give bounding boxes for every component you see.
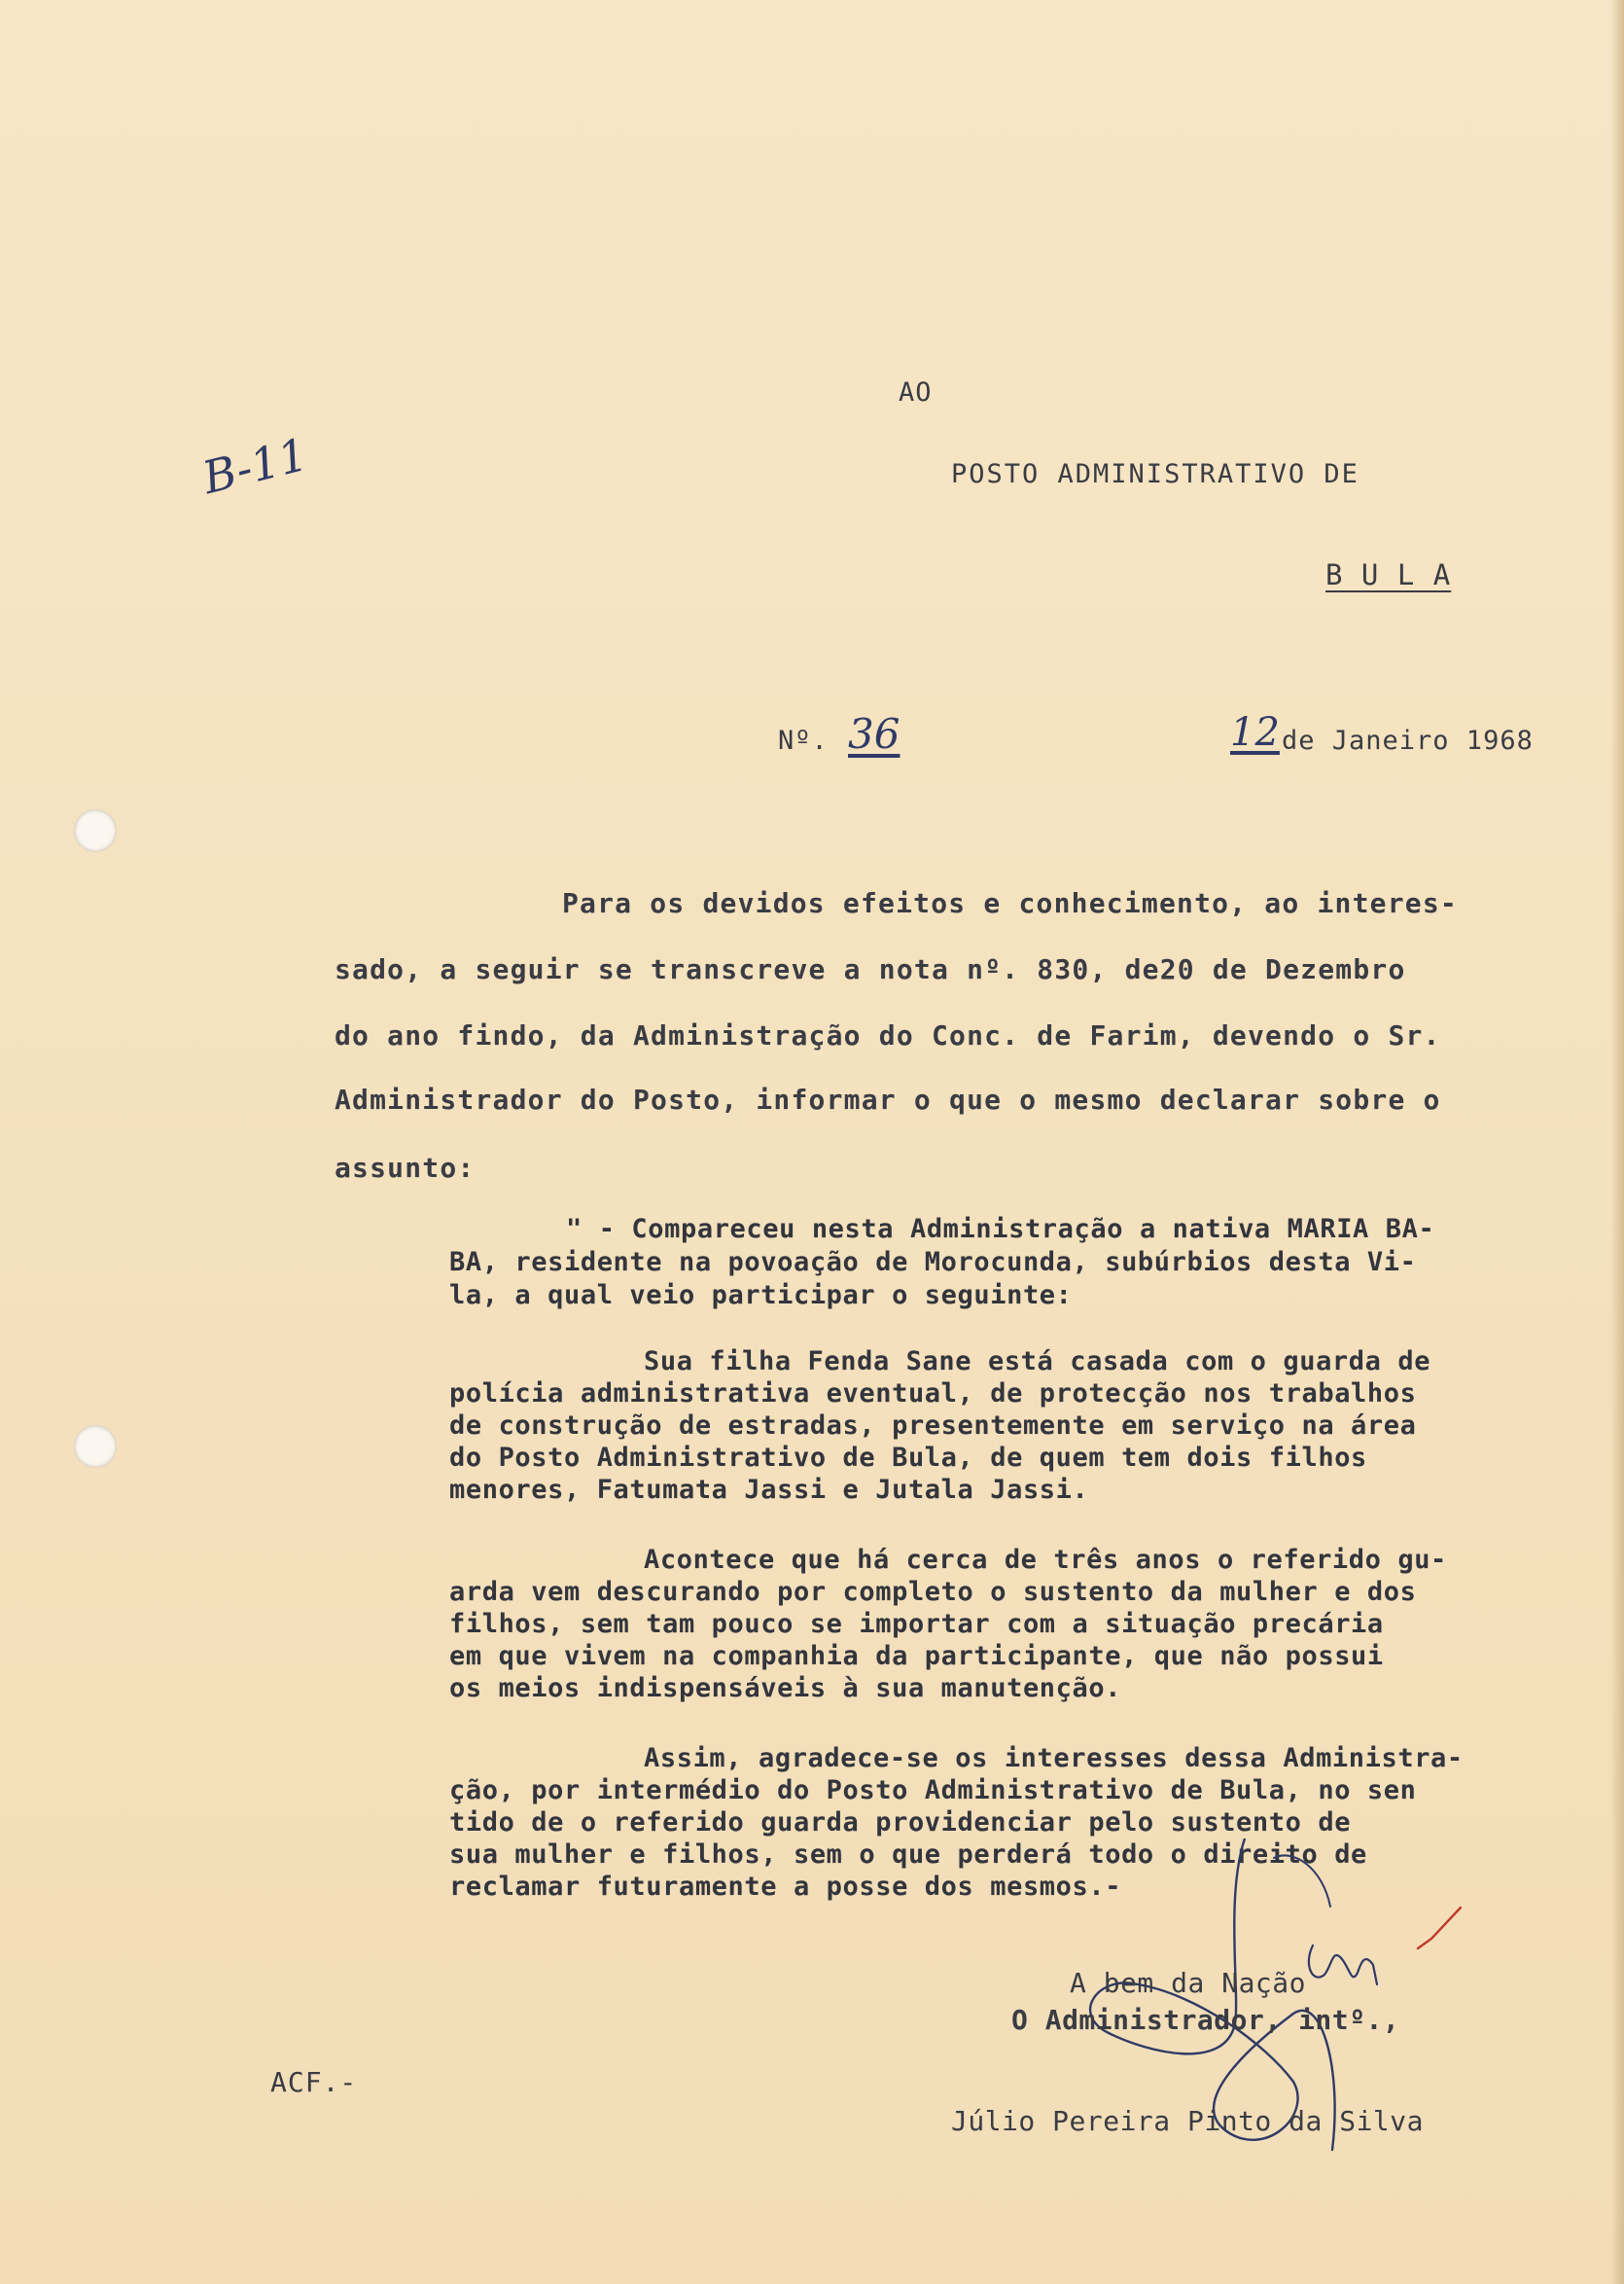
punch-hole-bottom [74,1425,117,1468]
reference-day: 12 [1230,710,1280,755]
quote-line-7: do Posto Administrativo de Bula, de quem tem dois filhos [449,1443,1367,1473]
quote-line-16: tido de o referido guarda providenciar pelo sustento de [449,1807,1352,1838]
body-line-3: do ano findo, da Administração do Conc. de Farim, devendo o Sr. [335,1019,1441,1052]
quote-line-1: " - Compareceu nesta Administração a nativa MARIA BA- [566,1214,1435,1244]
body-line-5: assunto: [335,1152,476,1184]
margin-note: B-11 [197,427,313,505]
body-line-4: Administrador do Posto, informar o que o mesmo declarar sobre o [335,1084,1441,1116]
quote-line-15: ção, por intermédio do Posto Administrativo de Bula, no sen [449,1775,1417,1805]
closing-salutation: A bem da Nação [1070,1967,1307,1999]
reference-number: 36 [848,710,900,758]
quote-line-6: de construção de estradas, presentemente em serviço na área [449,1410,1417,1441]
quote-line-8: menores, Fatumata Jassi e Jutala Jassi. [449,1475,1089,1505]
quote-line-9: Acontece que há cerca de três anos o referido gu- [644,1545,1447,1575]
quote-line-14: Assim, agradece-se os interesses dessa Administra- [644,1743,1464,1773]
quote-line-5: polícia administrativa eventual, de protecção nos trabalhos [449,1378,1417,1409]
quote-line-2: BA, residente na povoação de Morocunda, subúrbios desta Vi- [449,1247,1417,1277]
closing-title: O Administrador, intº., [1011,2004,1400,2036]
sender-initials: ACF.- [270,2066,358,2098]
quote-line-4: Sua filha Fenda Sane está casada com o guarda de [644,1346,1431,1376]
header-recipient: POSTO ADMINISTRATIVO DE [951,459,1359,489]
header-place: B U L A [1325,558,1452,591]
quote-line-11: filhos, sem tam pouco se importar com a situação precária [449,1609,1384,1639]
body-line-1: Para os devidos efeitos e conhecimento, ao interes- [562,887,1458,919]
quote-line-18: reclamar futuramente a posse dos mesmos.- [449,1872,1122,1902]
punch-hole-top [74,809,117,852]
quote-line-10: arda vem descurando por completo o sustento da mulher e dos [449,1577,1417,1607]
quote-line-17: sua mulher e filhos, sem o que perderá todo o direito de [449,1839,1367,1870]
reference-number-prefix: Nº. [778,726,829,756]
quote-line-3: la, a qual veio participar o seguinte: [449,1280,1073,1310]
body-line-2: sado, a seguir se transcreve a nota nº. 830, de20 de Dezembro [335,953,1406,985]
red-tick-mark [1410,1902,1468,1960]
quote-line-13: os meios indispensáveis à sua manutenção. [449,1673,1122,1703]
paper-edge [1610,0,1624,2284]
signatory-name: Júlio Pereira Pinto da Silva [951,2105,1425,2137]
header-to: AO [899,377,933,408]
reference-date: de Janeiro 1968 [1282,726,1534,756]
quote-line-12: em que vivem na companhia da participante, que não possui [449,1641,1384,1671]
